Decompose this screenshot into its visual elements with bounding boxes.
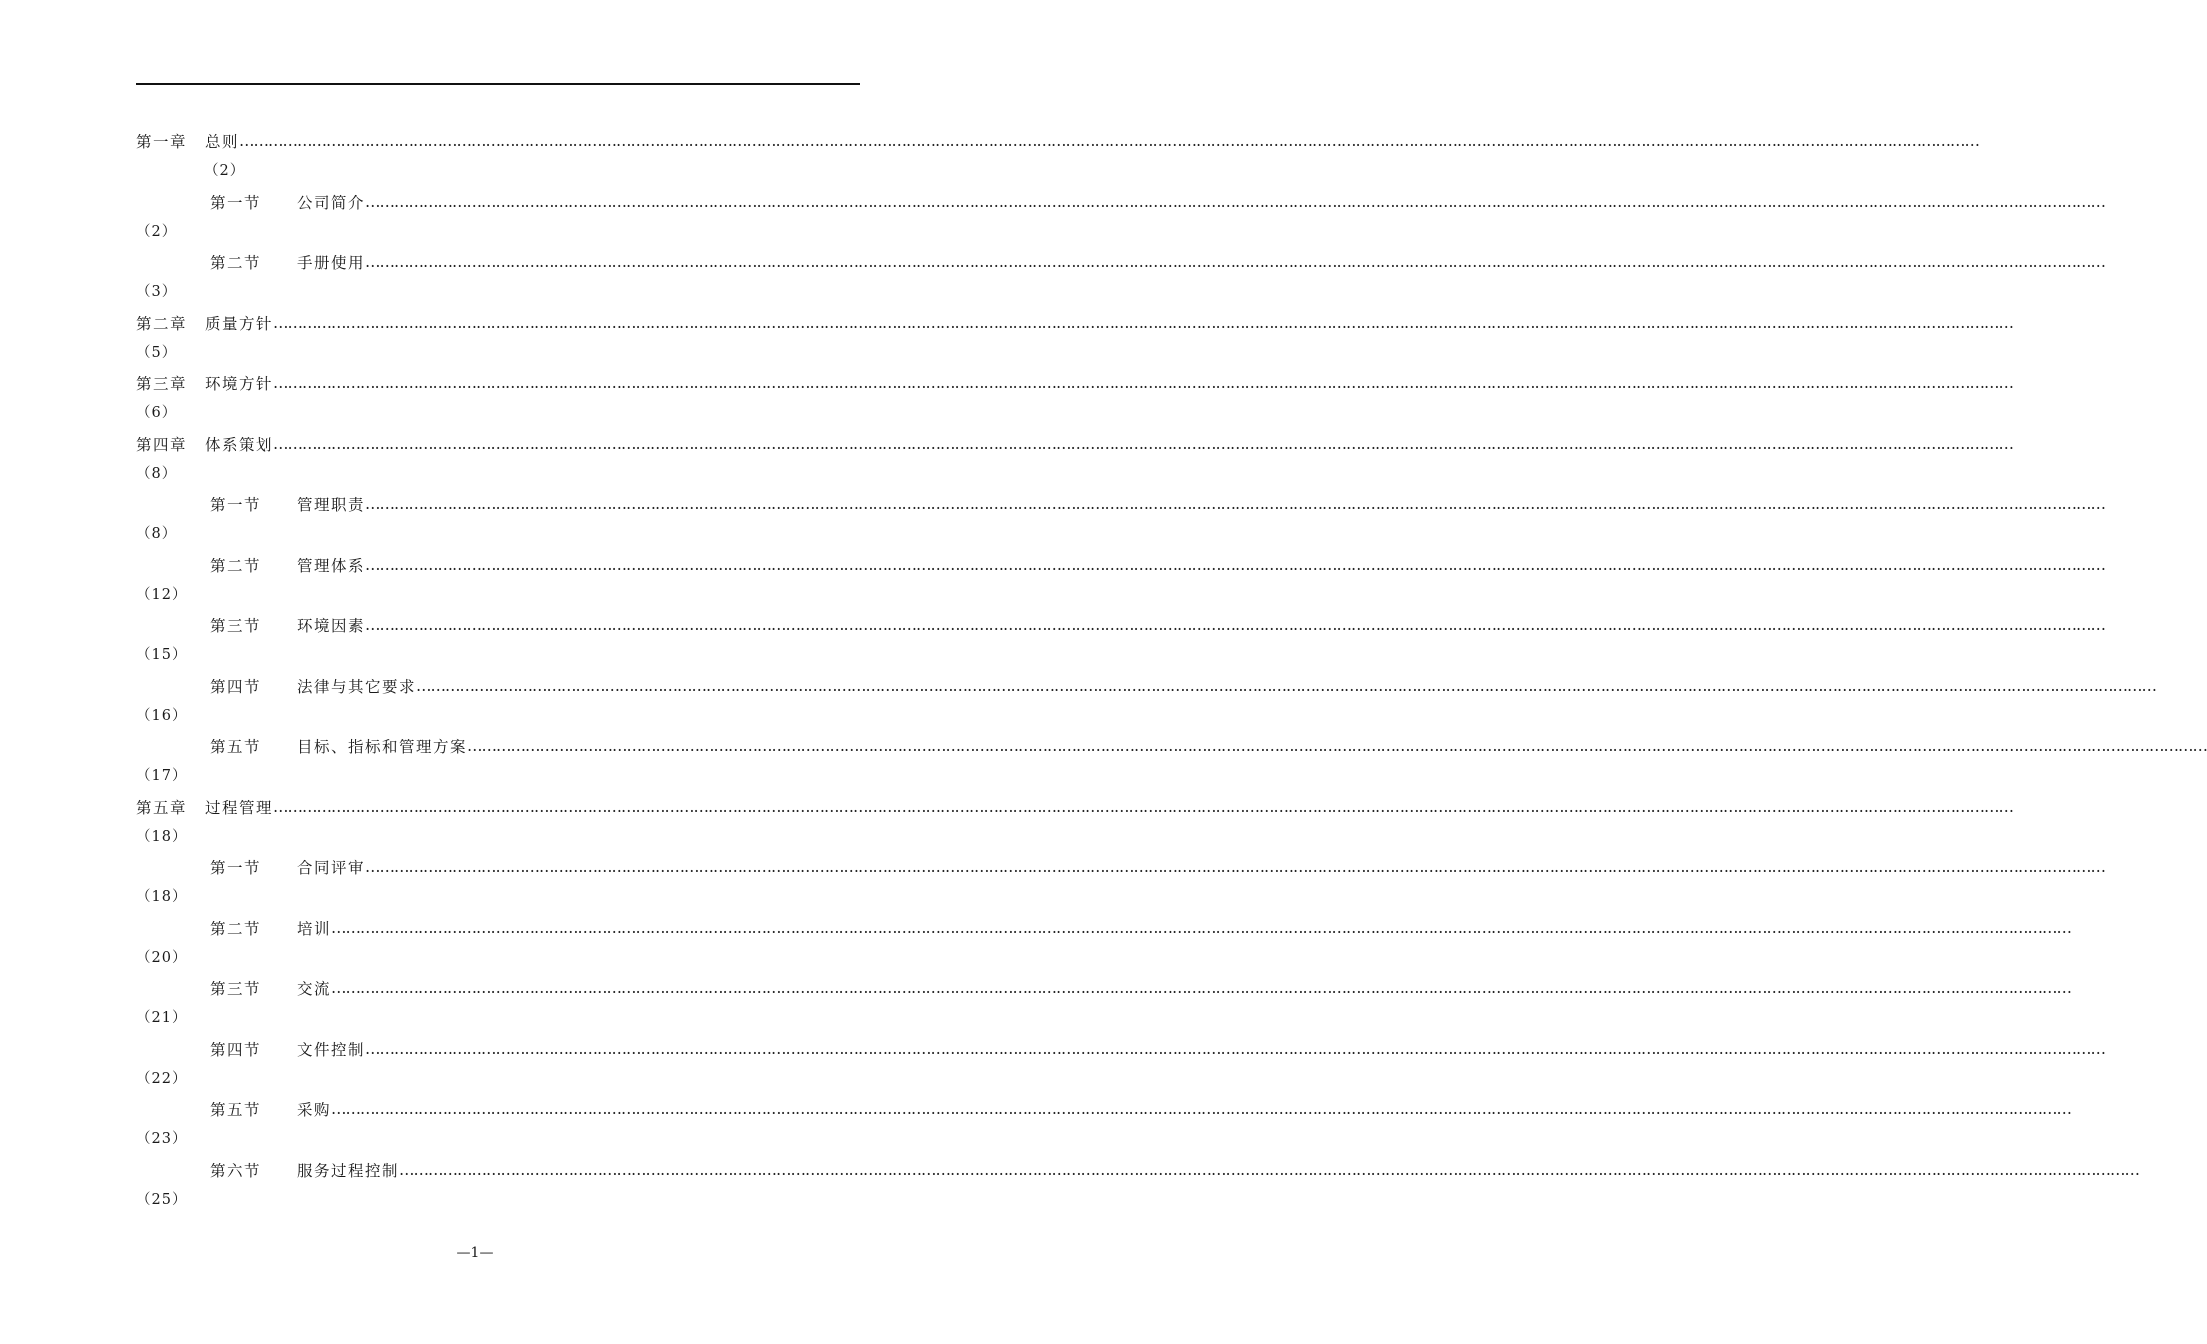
- leader-dots: ………………………………………………………………………………………………………………………………………………………………………………………………………………………………………………………………………………………………………………………………: [399, 1160, 2140, 1179]
- section-number: 第二节: [210, 556, 262, 575]
- section-number: 第一节: [210, 496, 262, 514]
- section-number: 第三节: [210, 617, 262, 635]
- toc-entry[interactable]: [136, 489, 2106, 550]
- section-title: 法律与其它要求: [297, 677, 417, 696]
- leader-dots: ………………………………………………………………………………………………………………………………………………………………………………………………………………………………………………………………………………………………………………………………: [365, 253, 2106, 271]
- page-reference: （18）: [136, 828, 188, 845]
- toc-entry[interactable]: [136, 187, 2106, 248]
- leader-dots: ………………………………………………………………………………………………………………………………………………………………………………………………………………………………………………………………………………………………………………………………: [365, 555, 2106, 574]
- page-reference: （23）: [136, 1131, 188, 1147]
- section-title: 目标、指标和管理方案: [297, 738, 468, 756]
- toc-entry[interactable]: [136, 247, 2106, 308]
- leader-dots: ………………………………………………………………………………………………………………………………………………………………………………………………………………………………………………………………………………………………………………………………: [331, 1100, 2072, 1118]
- toc-entry[interactable]: [136, 308, 2014, 369]
- chapter-number: 第三章: [136, 375, 188, 393]
- toc-entry[interactable]: [136, 852, 2106, 913]
- chapter-number: 第五章: [136, 798, 188, 817]
- chapter-title: 环境方针: [205, 375, 274, 393]
- section-title: 环境因素: [297, 617, 366, 635]
- leader-dots: ………………………………………………………………………………………………………………………………………………………………………………………………………………………………………………………………………………………………………………………………: [331, 979, 2072, 997]
- toc-entry[interactable]: [136, 429, 2014, 490]
- chapter-number: 第四章: [136, 435, 188, 454]
- toc-entry[interactable]: [136, 731, 2207, 792]
- toc-entry[interactable]: [136, 671, 2157, 732]
- chapter-number: 第二章: [136, 314, 188, 333]
- leader-dots: ………………………………………………………………………………………………………………………………………………………………………………………………………………………………………………………………………………………………………………………………: [239, 132, 1980, 150]
- toc-entry[interactable]: [136, 792, 2014, 853]
- page-footer: —1—: [456, 1245, 494, 1261]
- page-reference: （16）: [136, 707, 188, 724]
- page-reference: （2）: [204, 163, 246, 179]
- leader-dots: ………………………………………………………………………………………………………………………………………………………………………………………………………………………………………………………………………………………………………………………………: [331, 918, 2072, 937]
- section-number: 第一节: [210, 193, 262, 212]
- page-reference: （20）: [136, 949, 188, 966]
- page-reference: （6）: [136, 405, 178, 421]
- leader-dots: ………………………………………………………………………………………………………………………………………………………………………………………………………………………………………………………………………………………………………………………………: [416, 676, 2157, 695]
- leader-dots: ………………………………………………………………………………………………………………………………………………………………………………………………………………………………………………………………………………………………………………………………: [365, 192, 2106, 211]
- toc-entry[interactable]: [136, 126, 1980, 187]
- page-reference: （8）: [136, 465, 178, 482]
- page-reference: （3）: [136, 284, 178, 300]
- page-reference: （12）: [136, 586, 188, 603]
- leader-dots: ………………………………………………………………………………………………………………………………………………………………………………………………………………………………………………………………………………………………………………………………: [365, 616, 2106, 634]
- leader-dots: ………………………………………………………………………………………………………………………………………………………………………………………………………………………………………………………………………………………………………………………………: [273, 434, 2014, 453]
- page-reference: （5）: [136, 344, 178, 361]
- toc-entry[interactable]: [136, 610, 2106, 671]
- leader-dots: ………………………………………………………………………………………………………………………………………………………………………………………………………………………………………………………………………………………………………………………………: [365, 495, 2106, 513]
- page-reference: （2）: [136, 223, 178, 240]
- toc-entry[interactable]: [136, 1094, 2072, 1155]
- leader-dots: ………………………………………………………………………………………………………………………………………………………………………………………………………………………………………………………………………………………………………………………………: [365, 858, 2106, 876]
- page-reference: （18）: [136, 889, 188, 905]
- chapter-title: 体系策划: [205, 435, 274, 454]
- header-rule: [136, 83, 860, 85]
- section-title: 管理职责: [297, 496, 366, 514]
- toc-entry[interactable]: [136, 550, 2106, 611]
- leader-dots: ………………………………………………………………………………………………………………………………………………………………………………………………………………………………………………………………………………………………………………………………: [467, 737, 2207, 755]
- section-title: 培训: [297, 919, 332, 938]
- chapter-number: 第一章: [136, 133, 188, 151]
- section-number: 第四节: [210, 677, 262, 696]
- section-number: 第二节: [210, 254, 262, 272]
- leader-dots: ………………………………………………………………………………………………………………………………………………………………………………………………………………………………………………………………………………………………………………………………: [365, 1039, 2106, 1058]
- section-title: 服务过程控制: [297, 1161, 400, 1180]
- section-title: 公司简介: [297, 193, 366, 212]
- chapter-title: 过程管理: [205, 798, 274, 817]
- section-title: 管理体系: [297, 556, 366, 575]
- section-number: 第六节: [210, 1161, 262, 1180]
- toc-entry[interactable]: [136, 1034, 2106, 1095]
- page-reference: （8）: [136, 526, 178, 542]
- toc-entry[interactable]: [136, 973, 2072, 1034]
- page-reference: （21）: [136, 1010, 188, 1026]
- chapter-title: 质量方针: [205, 314, 274, 333]
- section-number: 第二节: [210, 919, 262, 938]
- section-number: 第一节: [210, 859, 262, 877]
- toc-entry[interactable]: [136, 368, 2014, 429]
- chapter-title: 总则: [205, 133, 240, 151]
- leader-dots: ………………………………………………………………………………………………………………………………………………………………………………………………………………………………………………………………………………………………………………………………: [273, 313, 2014, 332]
- table-of-contents: [136, 126, 2207, 1215]
- section-number: 第五节: [210, 738, 262, 756]
- section-number: 第四节: [210, 1040, 262, 1059]
- toc-entry[interactable]: [136, 1155, 2140, 1216]
- leader-dots: ………………………………………………………………………………………………………………………………………………………………………………………………………………………………………………………………………………………………………………………………: [273, 797, 2014, 816]
- section-number: 第五节: [210, 1101, 262, 1119]
- page-reference: （25）: [136, 1191, 188, 1208]
- section-title: 手册使用: [297, 254, 366, 272]
- section-number: 第三节: [210, 980, 262, 998]
- page-reference: （22）: [136, 1070, 188, 1087]
- toc-entry[interactable]: [136, 913, 2072, 974]
- leader-dots: ………………………………………………………………………………………………………………………………………………………………………………………………………………………………………………………………………………………………………………………………: [273, 374, 2014, 392]
- page-reference: （15）: [136, 647, 188, 663]
- section-title: 采购: [297, 1101, 332, 1119]
- page-reference: （17）: [136, 768, 188, 784]
- section-title: 合同评审: [297, 859, 366, 877]
- section-title: 交流: [297, 980, 332, 998]
- section-title: 文件控制: [297, 1040, 366, 1059]
